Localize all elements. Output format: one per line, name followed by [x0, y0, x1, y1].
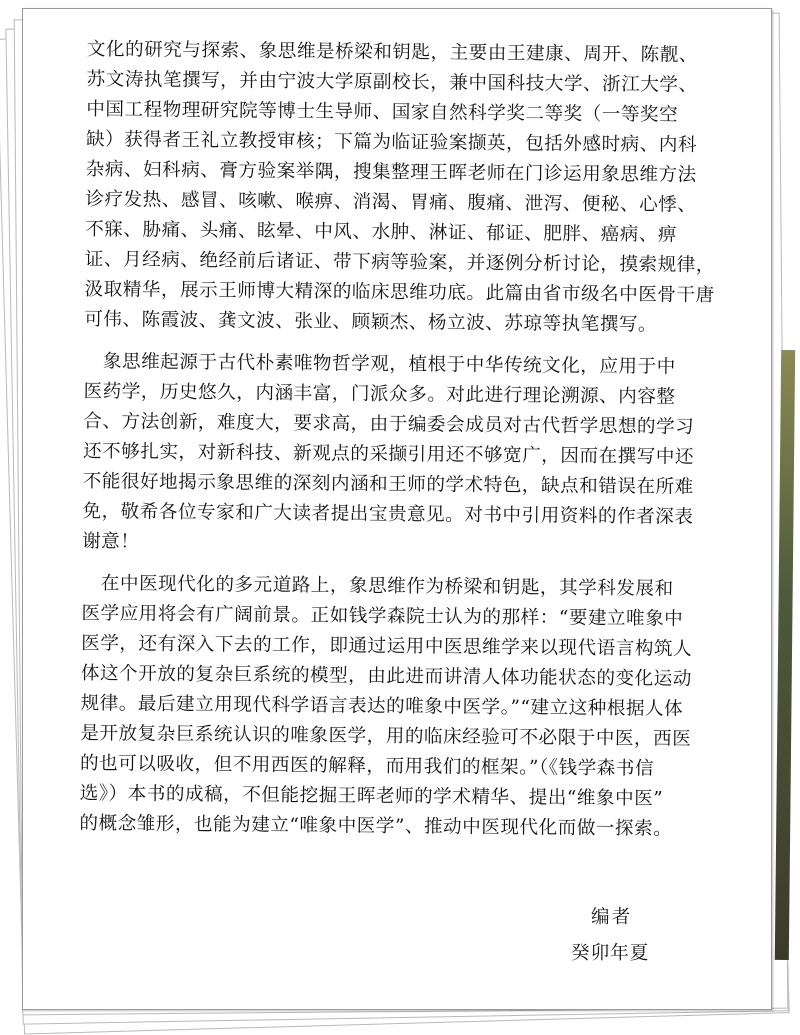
signature-editor: 编者: [591, 907, 633, 928]
text-line: 在中医现代化的多元道路上，象思维作为桥梁和钥匙，其学科发展和: [81, 572, 674, 600]
text-line: 不能很好地揭示象思维的深刻内涵和王师的学术特色，缺点和错误在所难: [82, 470, 694, 498]
text-line: 证、月经病、绝经前后诸证、带下病等验案，并逐例分析讨论，摸索规律，: [84, 248, 716, 277]
text-line: 免，敬希各位专家和广大读者提出宝贵意见。对书中引用资料的作者深表: [82, 500, 694, 528]
paragraph: [82, 347, 704, 563]
text-line: 选》）本书的成稿，不但能挖掘王晖老师的学术精华、提出“维象中医”: [79, 782, 664, 810]
signature-date: 癸卯年夏: [571, 943, 650, 964]
text-line: 体这个开放的复杂巨系统的模型，由此进而讲清人体功能状态的变化运动: [80, 662, 692, 690]
text-line: 苏文涛执笔撰写，并由宁波大学原副校长，兼中国科技大学、浙江大学、: [86, 68, 698, 96]
paragraph: [79, 569, 702, 845]
text-line: 的概念雏形，也能为建立“唯象中医学”、推动中医现代化而做一探索。: [79, 812, 673, 840]
text-line: 可伟、陈霞波、龚文波、张业、顾颖杰、杨立波、苏琼等执笔撰写。: [84, 308, 658, 336]
text-line: 象思维起源于古代朴素唯物哲学观，植根于中华传统文化，应用于中: [83, 350, 676, 378]
text-line: 是开放复杂巨系统认识的唯象医学，用的临床经验可不必限于中医，西医: [80, 722, 692, 750]
text-line: 文化的研究与探索、象思维是桥梁和钥匙，主要由王建康、周开、陈靓、: [86, 38, 698, 66]
text-line: 医学应用将会有广阔前景。正如钱学森院士认为的那样：“要建立唯象中: [81, 602, 684, 630]
text-line: 医药学，历史悠久，内涵丰富，门派众多。对此进行理论溯源、内容整: [83, 380, 676, 408]
text-line: 的也可以吸收，但不用西医的解释，而用我们的框架。”（《钱学森书信: [79, 752, 655, 780]
text-line: 缺）获得者王礼立教授审核；下篇为临证验案撷英，包括外感时病、内科: [85, 128, 698, 156]
text-line: 汲取精华，展示王师博大精深的临床思维功底。此篇由省市级名中医骨干唐: [84, 278, 715, 307]
text-line: 不寐、胁痛、头痛、眩晕、中风、水肿、淋证、郁证、肥胖、癌病、痹: [85, 218, 678, 246]
text-line: 合、方法创新，难度大，要求高，由于编委会成员对古代哲学思想的学习: [83, 410, 695, 438]
text-line: 诊疗发热、感冒、咳嗽、喉痹、消渴、胃痛、腹痛、泄泻、便秘、心悸、: [85, 188, 697, 216]
document-page: [22, 8, 772, 1010]
text-line: 杂病、妇科病、膏方验案举隅，搜集整理王晖老师在门诊运用象思维方法: [85, 158, 697, 186]
text-line: 规律。最后建立用现代科学语言表达的唯象中医学。”“建立这种根据人体: [80, 692, 684, 720]
body-text: [79, 35, 716, 845]
paragraph: [84, 35, 716, 341]
text-line: 医学，还有深入下去的工作，即通过运用中医思维学来以现代语言构筑人: [81, 632, 693, 660]
text-line: 中国工程物理研究院等博士生导师、国家自然科学奖二等奖（一等奖空: [86, 98, 679, 126]
text-line: 还不够扎实，对新科技、新观点的采撷引用还不够宽广，因而在撰写中还: [82, 440, 695, 468]
text-line: 谢意！: [82, 530, 140, 553]
